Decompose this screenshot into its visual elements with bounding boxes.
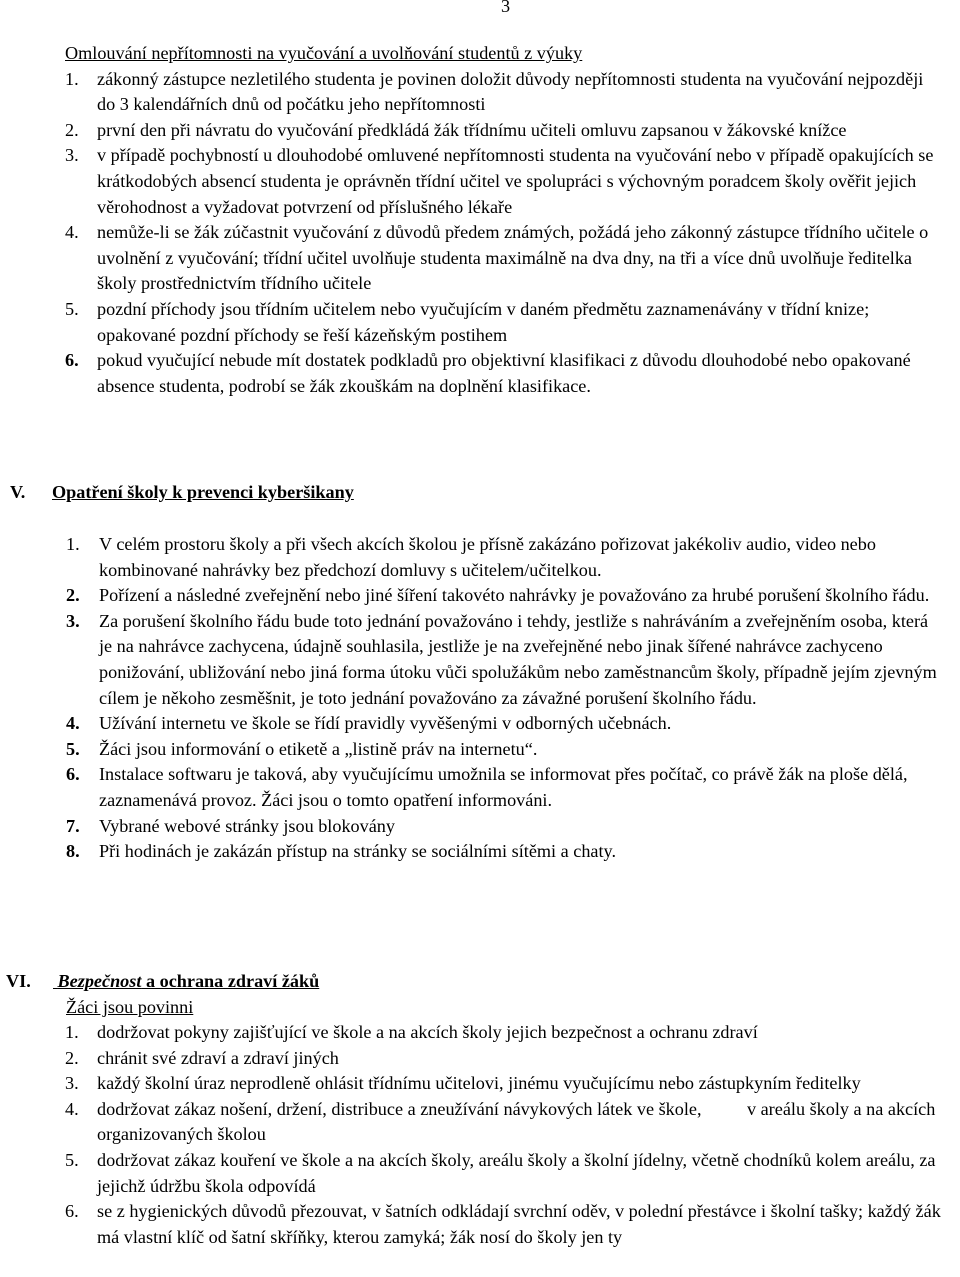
list-item: 4. nemůže-li se žák zúčastnit vyučování z důvodů předem známých, požádá jeho zákonný zástupce třídního učitele o uvolnění z vyučování; třídní učitel uvolňuje studenta maximálně na dva dny, na tři a více dnů uvolňuje ředitelka školy prostřednictvím třídního učitele bbox=[65, 222, 929, 294]
list-item: 6. Instalace softwaru je taková, aby vyučujícímu umožnila se informovat přes počítač, co právě žák na ploše dělá, zaznamenává provoz. Žáci jsou o tomto opatření informováni. bbox=[66, 764, 908, 810]
section-5-list bbox=[0, 532, 960, 865]
list-item: 2. první den při návratu do vyučování předkládá žák třídnímu učiteli omluvu zapsanou v žákovské knížce bbox=[65, 119, 847, 140]
list-item: 1. dodržovat pokyny zajišťující ve škole a na akcích školy jejich bezpečnost a ochranu zdraví bbox=[65, 1022, 758, 1042]
list-item: 4. Užívání internetu ve škole se řídí pravidly vyvěšenými v odborných učebnách. bbox=[66, 713, 672, 734]
list-item: 3. Za porušení školního řádu bude toto jednání považováno i tehdy, jestliže s nahráváním a zveřejněním osoba, která je na nahrávce zachycena, údajně souhlasila, jestliže je na zveřejněné nebo jinak šířené nahrávce zachyceno ponižování, ubližování nebo jiná forma útoku vůči spolužákům nebo zaměstnancům školy, případně jejím zjevným cílem je někoho zesměšnit, je toto jednání považováno za závažné porušení školního řádu. bbox=[66, 610, 937, 708]
absence-title: Omlouvání nepřítomnosti na vyučování a uvolňování studentů z výuky bbox=[65, 43, 583, 63]
list-item: 8. Při hodinách je zakázán přístup na stránky se sociálními sítěmi a chaty. bbox=[66, 841, 617, 862]
section-5-title: Opatření školy k prevenci kyberšikany bbox=[52, 482, 354, 502]
section-6-subtitle: Žáci jsou povinni bbox=[66, 997, 194, 1017]
list-item: 2. chránit své zdraví a zdraví jiných bbox=[65, 1047, 339, 1068]
list-item: 3. každý školní úraz neprodleně ohlásit třídnímu učitelovi, jinému vyučujícímu nebo zástupkyním ředitelky bbox=[65, 1073, 861, 1094]
list-item: 1. V celém prostoru školy a při všech akcích školou je přísně zakázáno pořizovat jakékoliv audio, video nebo kombinované nahrávky bez předchozí domluvy s učitelem/učitelkou. bbox=[66, 534, 876, 580]
list-item: 5. dodržovat zákaz kouření ve škole a na akcích školy, areálu školy a školní jídelny, včetně chodníků kolem areálu, za jejichž údržbu škola odpovídá bbox=[65, 1149, 936, 1196]
list-item: 5. pozdní příchody jsou třídním učitelem nebo vyučujícím v daném předmětu zaznamenávány v třídní knize; opakované pozdní příchody se řeší kázeňským postihem bbox=[65, 298, 870, 345]
absence-list bbox=[0, 67, 960, 400]
page-number: 3 bbox=[501, 0, 511, 16]
list-item: 6. pokud vyučující nebude mít dostatek podkladů pro objektivní klasifikaci z důvodu dlouhodobé nebo opakované absence studenta, podrobí se žák zkouškám na doplnění klasifikace. bbox=[65, 350, 911, 396]
section-6-title: Bezpečnost a ochrana zdraví žáků bbox=[57, 971, 320, 991]
section-6-list bbox=[0, 1020, 960, 1250]
list-item: 1. zákonný zástupce nezletilého studenta je povinen doložit důvody nepřítomnosti studenta na vyučování nejpozději do 3 kalendářních dnů od počátku jeho nepřítomnosti bbox=[65, 68, 924, 115]
list-item: 7. Vybrané webové stránky jsou blokovány bbox=[66, 815, 395, 836]
list-item: 5. Žáci jsou informování o etiketě a „listině práv na internetu“. bbox=[66, 738, 538, 759]
list-item: 4. dodržovat zákaz nošení, držení, distribuce a zneužívání návykových látek ve škole, v areálu školy a na akcích organizovaných školou bbox=[65, 1098, 940, 1145]
list-item: 6. se z hygienických důvodů přezouvat, v šatních odkládají svrchní oděv, v polední přestávce i školní tašky; každý žák má vlastní klíč od šatní skříňky, kterou zamyká; žák nosí do školy jen ty bbox=[65, 1201, 941, 1247]
list-item: 2. Pořízení a následné zveřejnění nebo jiné šíření takovéto nahrávky je považováno za hrubé porušení školního řádu. bbox=[66, 585, 930, 606]
list-item: 3. v případě pochybností u dlouhodobé omluvené nepřítomnosti studenta na vyučování nebo v případě opakujících se krátkodobých absencí studenta je oprávněn třídní učitel ve spolupráci s výchovným poradcem školy ověřit jejich věrohodnost a vyžadovat potvrzení od příslušného lékaře bbox=[65, 145, 934, 217]
